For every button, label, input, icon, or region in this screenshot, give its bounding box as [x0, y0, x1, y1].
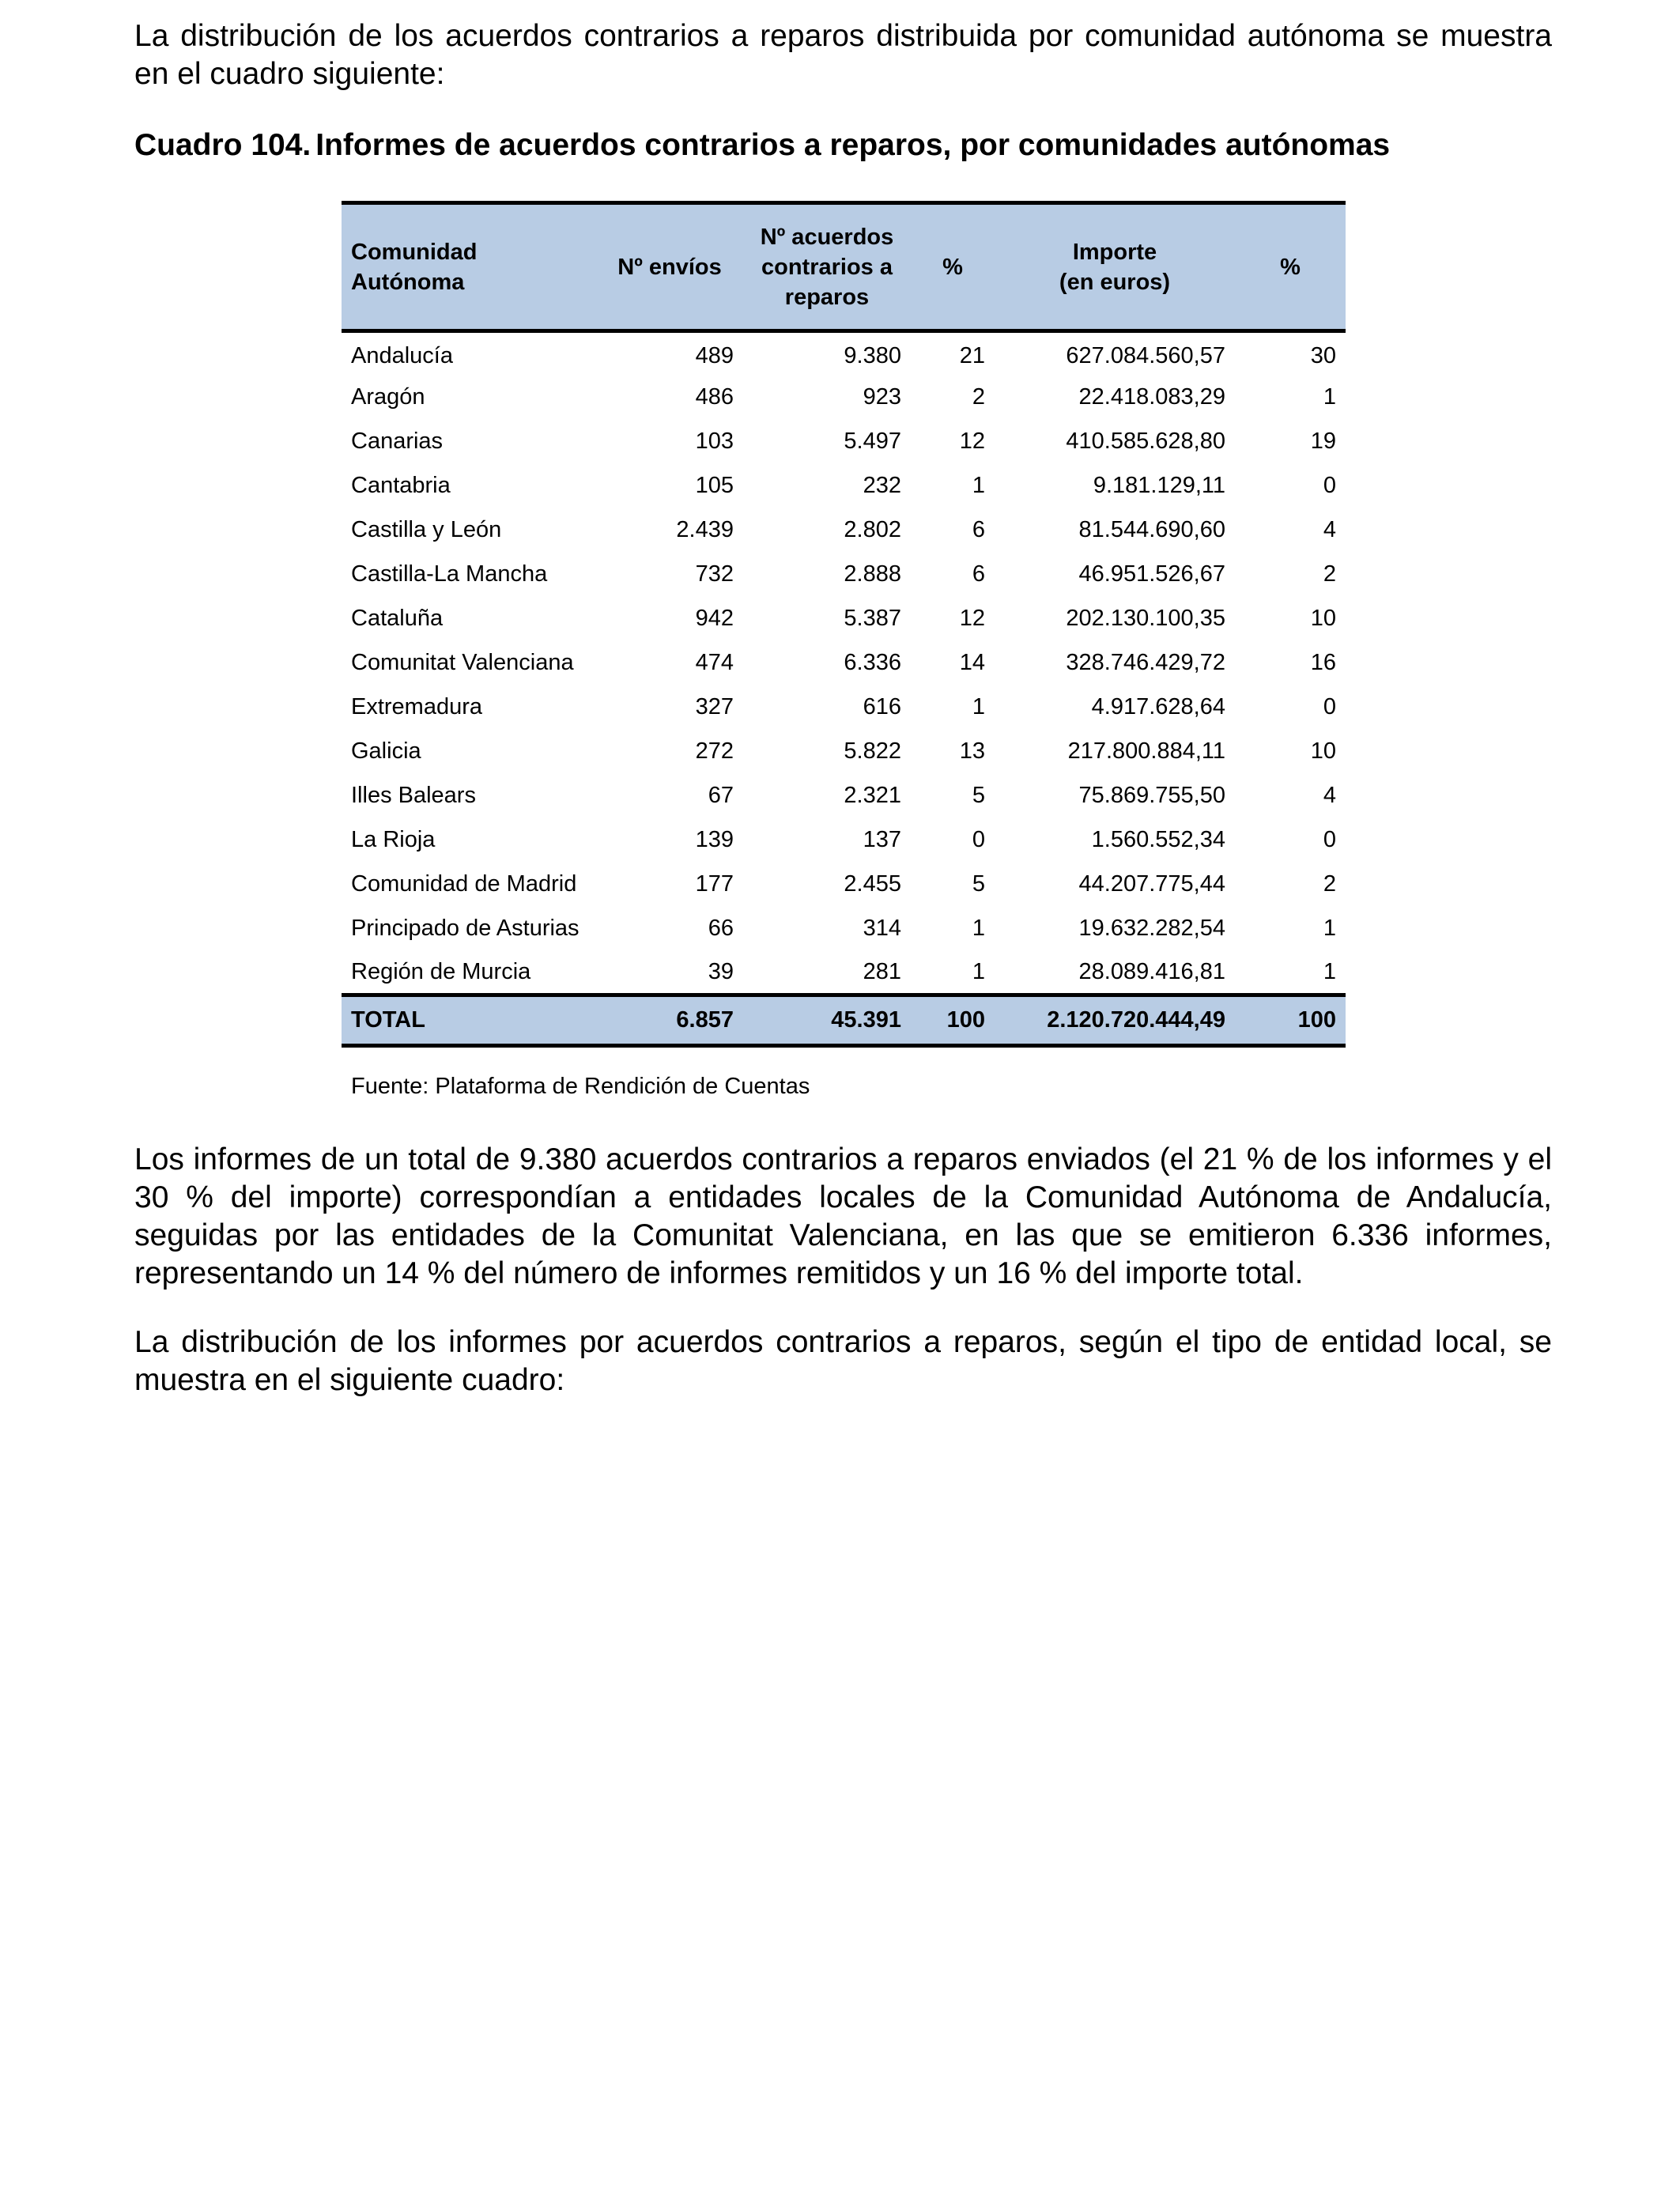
cell-pct-importe: 1	[1323, 916, 1336, 941]
cell-acuerdos: 5.387	[844, 606, 901, 631]
cell-pct: 12	[959, 606, 985, 631]
header-comunidad	[342, 203, 596, 331]
cell-pct-importe: 0	[1323, 694, 1336, 719]
cell-envios: 486	[695, 384, 734, 410]
cell-acuerdos: 2.321	[844, 783, 901, 808]
header-acuerdos-line2: contrarios a	[761, 254, 893, 280]
cell-acuerdos: 616	[863, 694, 901, 719]
header-envios: Nº envíos	[596, 203, 743, 331]
cell-pct-importe: 19	[1310, 429, 1336, 454]
header-comunidad-line1: Comunidad	[351, 239, 478, 265]
cell-envios: 489	[695, 343, 734, 369]
cell-pct-importe: 1	[1323, 958, 1336, 984]
table-row	[342, 685, 1346, 730]
cell-envios: 474	[695, 650, 734, 675]
total-importe: 2.120.720.444,49	[995, 995, 1235, 1046]
table-header-row	[342, 203, 1346, 331]
cell-envios: 67	[708, 783, 734, 808]
table-source-note: Fuente: Plataforma de Rendición de Cuentas	[351, 1074, 810, 1099]
cell-pct: 6	[972, 517, 985, 542]
cell-name: Castilla-La Mancha	[351, 561, 548, 587]
caption-title: Informes de acuerdos contrarios a reparos, por comunidades autónomas	[315, 128, 1391, 162]
table-row	[342, 818, 1346, 863]
table-row	[342, 863, 1346, 907]
cell-importe: 410.585.628,80	[1066, 429, 1225, 454]
cell-importe: 19.632.282,54	[1078, 916, 1225, 941]
cell-pct: 1	[972, 958, 985, 984]
cell-envios: 272	[695, 738, 734, 764]
cell-pct: 1	[972, 694, 985, 719]
header-comunidad-line2: Autónoma	[351, 269, 465, 295]
cell-pct: 1	[972, 916, 985, 941]
cell-importe: 75.869.755,50	[1078, 783, 1225, 808]
cell-envios: 39	[708, 958, 734, 984]
cell-pct-importe: 10	[1310, 606, 1336, 631]
cell-acuerdos: 137	[863, 827, 901, 852]
cell-envios: 732	[695, 561, 734, 587]
cell-pct: 5	[972, 871, 985, 897]
cell-acuerdos: 6.336	[844, 650, 901, 675]
table-row	[342, 774, 1346, 818]
cell-envios: 105	[695, 473, 734, 498]
cell-envios: 139	[695, 827, 734, 852]
cell-envios: 66	[708, 916, 734, 941]
cell-acuerdos: 281	[863, 958, 901, 984]
header-pct: %	[911, 203, 995, 331]
table-total-row	[342, 995, 1346, 1046]
cell-pct-importe: 2	[1323, 871, 1336, 897]
cell-name: Galicia	[351, 738, 421, 764]
cell-name: Principado de Asturias	[351, 916, 580, 941]
cell-acuerdos: 5.497	[844, 429, 901, 454]
cell-pct-importe: 10	[1310, 738, 1336, 764]
cell-pct: 6	[972, 561, 985, 587]
cell-importe: 81.544.690,60	[1078, 517, 1225, 542]
cell-pct: 21	[959, 343, 985, 369]
cell-envios: 942	[695, 606, 734, 631]
total-acuerdos: 45.391	[743, 995, 911, 1046]
cell-name: Comunitat Valenciana	[351, 650, 574, 675]
table-row	[342, 331, 1346, 376]
cell-pct-importe: 0	[1323, 473, 1336, 498]
cell-acuerdos: 9.380	[844, 343, 901, 369]
cell-envios: 327	[695, 694, 734, 719]
header-importe-line2: (en euros)	[1059, 269, 1171, 295]
cell-name: Comunidad de Madrid	[351, 871, 577, 897]
cell-name: Cataluña	[351, 606, 444, 631]
cell-acuerdos: 2.455	[844, 871, 901, 897]
cell-pct: 12	[959, 429, 985, 454]
cell-pct-importe: 0	[1323, 827, 1336, 852]
header-pct-importe: %	[1235, 203, 1346, 331]
cell-acuerdos: 2.888	[844, 561, 901, 587]
cell-pct: 14	[959, 650, 985, 675]
table-caption	[134, 127, 1390, 164]
table-row	[342, 951, 1346, 995]
cell-pct-importe: 16	[1310, 650, 1336, 675]
cell-envios: 103	[695, 429, 734, 454]
caption-number: Cuadro 104.	[134, 128, 311, 162]
cell-importe: 202.130.100,35	[1066, 606, 1225, 631]
header-importe	[995, 203, 1235, 331]
cell-importe: 28.089.416,81	[1078, 958, 1225, 984]
cell-importe: 627.084.560,57	[1066, 343, 1225, 369]
cell-name: Castilla y León	[351, 517, 502, 542]
table-row	[342, 508, 1346, 553]
table-row	[342, 420, 1346, 464]
autonomous-communities-table	[342, 201, 1346, 1048]
cell-acuerdos: 314	[863, 916, 901, 941]
cell-importe: 44.207.775,44	[1078, 871, 1225, 897]
total-envios: 6.857	[596, 995, 743, 1046]
cell-name: La Rioja	[351, 827, 436, 852]
table-row	[342, 464, 1346, 508]
cell-pct-importe: 4	[1323, 517, 1336, 542]
header-acuerdos-line3: reparos	[784, 284, 870, 310]
table-row	[342, 907, 1346, 951]
total-pct-importe: 100	[1235, 995, 1346, 1046]
cell-importe: 9.181.129,11	[1093, 473, 1225, 498]
cell-name: Aragón	[351, 384, 425, 410]
cell-pct: 1	[972, 473, 985, 498]
table-row	[342, 553, 1346, 597]
total-pct: 100	[911, 995, 995, 1046]
cell-pct-importe: 30	[1310, 343, 1336, 369]
cell-name: Región de Murcia	[351, 958, 531, 984]
cell-importe: 46.951.526,67	[1078, 561, 1225, 587]
cell-acuerdos: 923	[863, 384, 901, 410]
autonomous-communities-table-container	[342, 201, 1346, 1048]
cell-pct: 0	[972, 827, 985, 852]
cell-pct-importe: 1	[1323, 384, 1336, 410]
header-acuerdos	[743, 203, 911, 331]
cell-envios: 177	[695, 871, 734, 897]
header-importe-line1: Importe	[1072, 239, 1157, 265]
table-body	[342, 331, 1346, 995]
total-label: TOTAL	[342, 995, 596, 1046]
cell-envios: 2.439	[676, 517, 734, 542]
cell-importe: 1.560.552,34	[1091, 827, 1225, 852]
cell-pct: 5	[972, 783, 985, 808]
cell-importe: 4.917.628,64	[1091, 694, 1225, 719]
cell-pct: 13	[959, 738, 985, 764]
cell-pct: 2	[972, 384, 985, 410]
header-acuerdos-line1: Nº acuerdos	[760, 224, 894, 250]
cell-acuerdos: 2.802	[844, 517, 901, 542]
cell-name: Canarias	[351, 429, 444, 454]
table-row	[342, 376, 1346, 420]
cell-pct-importe: 4	[1323, 783, 1336, 808]
cell-acuerdos: 232	[863, 473, 901, 498]
cell-importe: 22.418.083,29	[1078, 384, 1225, 410]
next-table-intro-paragraph: La distribución de los informes por acuerdos contrarios a reparos, según el tipo de entidad local, se muestra en el siguiente cuadro:	[134, 1325, 1552, 1397]
table-row	[342, 730, 1346, 774]
table-row	[342, 597, 1346, 641]
cell-name: Illes Balears	[351, 783, 476, 808]
cell-importe: 217.800.884,11	[1067, 738, 1225, 764]
cell-acuerdos: 5.822	[844, 738, 901, 764]
analysis-paragraph: Los informes de un total de 9.380 acuerdos contrarios a reparos enviados (el 21 % de los informes y el 30 % del importe) correspondían a entidades locales de la Comunidad Autónoma de Andalucía, seguidas por las entidades de la Comunitat Valenciana, en las que se emitieron 6.336 informes, representando un 14 % del número de informes remitidos y un 16 % del importe total.	[134, 1142, 1552, 1290]
cell-name: Extremadura	[351, 694, 483, 719]
cell-importe: 328.746.429,72	[1066, 650, 1225, 675]
cell-name: Andalucía	[351, 343, 453, 369]
cell-name: Cantabria	[351, 473, 451, 498]
intro-paragraph: La distribución de los acuerdos contrarios a reparos distribuida por comunidad autónoma se muestra en el cuadro siguiente:	[134, 19, 1552, 91]
cell-pct-importe: 2	[1323, 561, 1336, 587]
table-row	[342, 641, 1346, 685]
